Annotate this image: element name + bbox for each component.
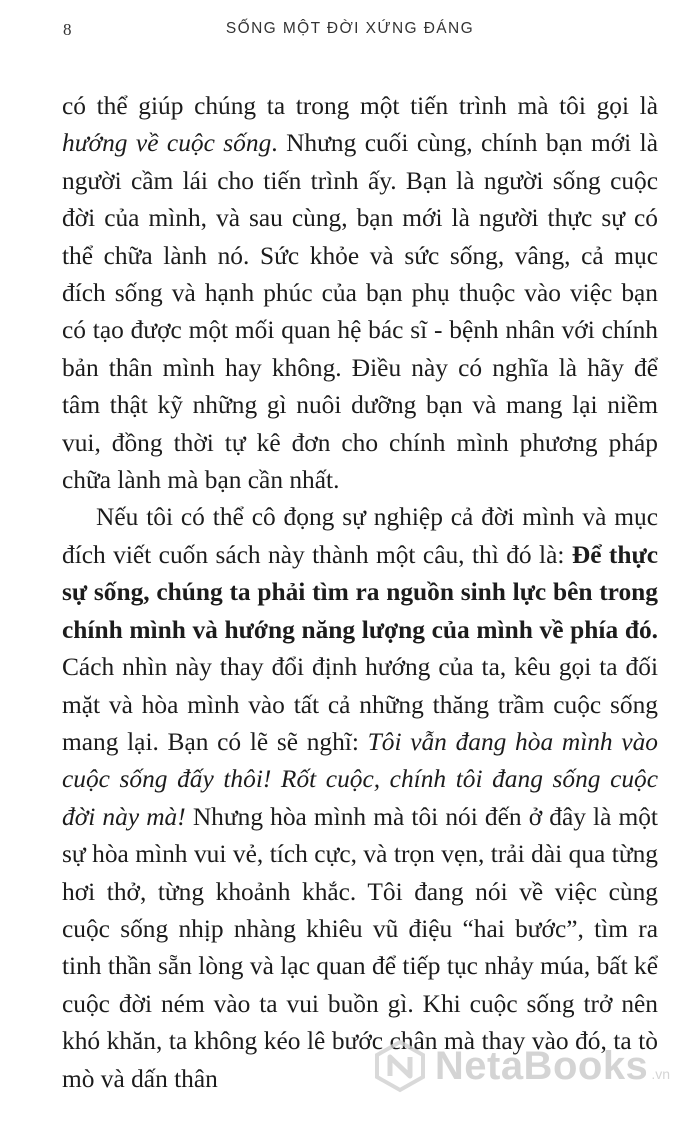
paragraph-2-text-c: Nhưng hòa mình mà tôi nói đến ở đây là một sự hòa mình vui vẻ, tích cực, và trọn vẹn, trải dài qua từng hơi thở, từng khoảnh khắc. Tôi đang nói về việc cùng cuộc sống nhịp nhàng khiêu vũ điệu “hai bước”, tìm ra tinh thần sẵn lòng và lạc quan để tiếp tục nhảy múa, bất kể cuộc đời ném vào ta vui buồn gì. Khi cuộc sống trở nên khó khăn, ta không kéo lê bước chân mà thay vào đó, ta tò mò và dấn thân	[62, 802, 658, 1093]
paragraph-1	[62, 88, 658, 499]
watermark-suffix: .vn	[651, 1066, 670, 1082]
book-title: SỐNG MỘT ĐỜI XỨNG ĐÁNG	[225, 20, 475, 37]
watermark-brand: NetaBooks	[434, 1043, 649, 1088]
paragraph-1-text-b: . Nhưng cuối cùng, chính bạn mới là người cầm lái cho tiến trình ấy. Bạn là người sống cuộc đời của mình, và sau cùng, bạn mới là người thực sự có thể chữa lành nó. Sức khỏe và sức sống, vâng, cả mục đích sống và hạnh phúc của bạn phụ thuộc vào việc bạn có tạo được một mối quan hệ bác sĩ - bệnh nhân với chính bản thân mình hay không. Điều này có nghĩa là hãy để tâm thật kỹ những gì nuôi dưỡng bạn và mang lại niềm vui, đồng thời tự kê đơn cho chính mình phương pháp chữa lành mà bạn cần nhất.	[62, 129, 658, 495]
paragraph-2-italic-thought: Tôi vẫn đang hòa mình vào cuộc sống đấy thôi! Rốt cuộc, chính tôi đang sống cuộc đời này mà!	[62, 727, 658, 831]
paragraph-2-key-sentence: Để thực sự sống, chúng ta phải tìm ra nguồn sinh lực bên trong chính mình và hướng năng lượng của mình về phía đó.	[62, 540, 658, 644]
paragraph-1-emphasis: hướng về cuộc sống	[62, 129, 272, 158]
running-header	[0, 18, 700, 48]
paragraph-2	[62, 499, 658, 1098]
paragraph-1-text-a: có thể giúp chúng ta trong một tiến trình mà tôi gọi là	[62, 92, 658, 120]
page-number: 8	[63, 20, 72, 39]
paragraph-2-text-a: Nếu tôi có thể cô đọng sự nghiệp cả đời mình và mục đích viết cuốn sách này thành một câu, thì đó là:	[62, 503, 658, 569]
body-text	[62, 88, 658, 1098]
watermark	[373, 1030, 670, 1102]
netabooks-logo-icon	[373, 1039, 427, 1093]
paragraph-2-text-b: Cách nhìn này thay đổi định hướng của ta, kêu gọi ta đối mặt và hòa mình vào tất cả những thăng trầm cuộc sống mang lại. Bạn có lẽ sẽ nghĩ:	[62, 653, 658, 756]
